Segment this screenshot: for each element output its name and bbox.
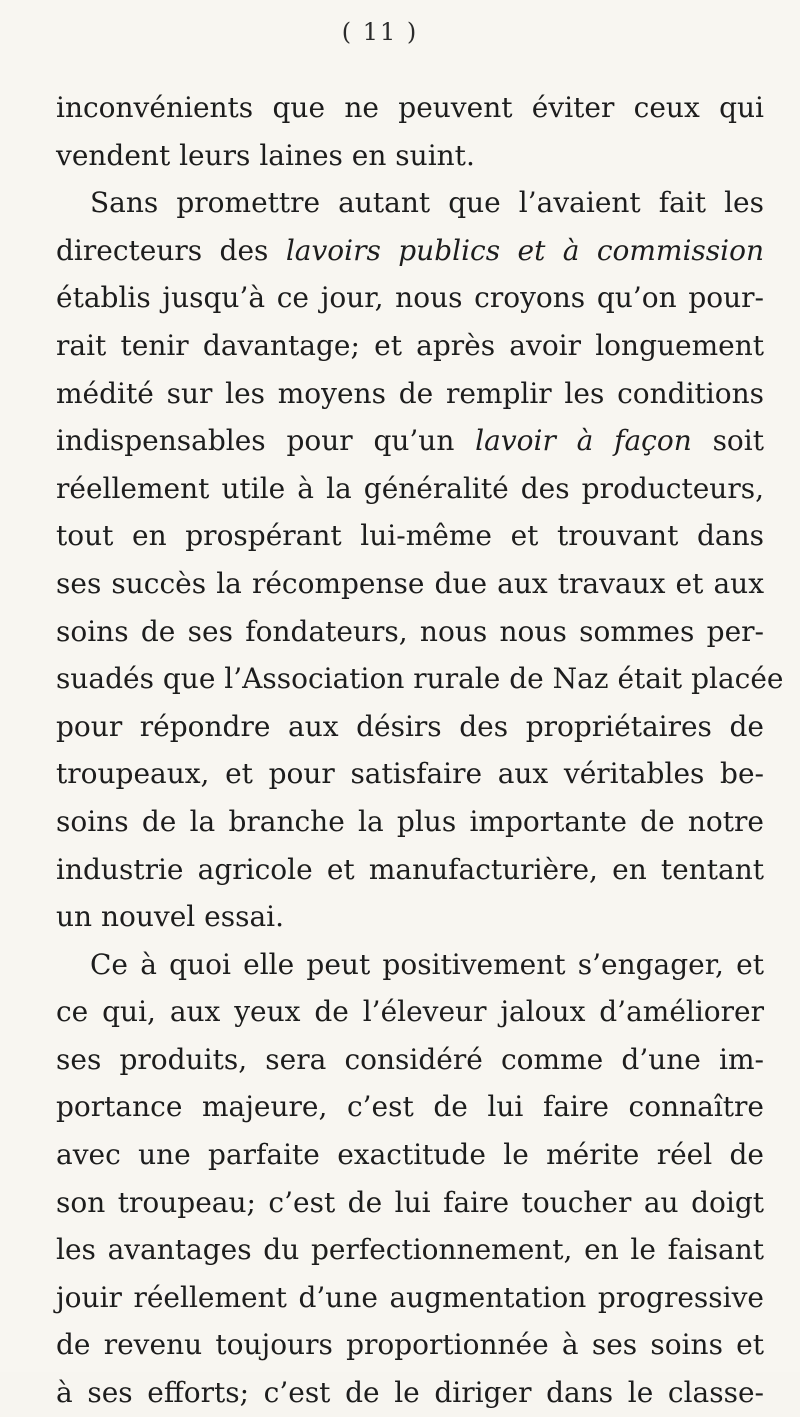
text-line: un nouvel essai. — [56, 900, 284, 934]
text-line: avec une parfaite exactitude le mérite réel de — [56, 1138, 764, 1172]
text-line: à ses efforts; c’est de le diriger dans le classe- — [56, 1376, 764, 1410]
text-line: suadés que l’Association rurale de Naz était placée — [56, 662, 784, 696]
text-line: de revenu toujours proportionnée à ses soins et — [56, 1328, 764, 1362]
text-line: ce qui, aux yeux de l’éleveur jaloux d’améliorer — [56, 995, 764, 1029]
text-line: industrie agricole et manufacturière, en tentant — [56, 852, 764, 886]
text-line: ses produits, sera considéré comme d’une im- — [56, 1042, 764, 1076]
text-line: tout en prospérant lui-même et trouvant dans — [56, 519, 764, 553]
body-text — [56, 84, 784, 1417]
text-line: pour répondre aux désirs des propriétaires de — [56, 709, 764, 743]
text-line: troupeaux, et pour satisfaire aux véritables be- — [56, 757, 764, 791]
text-line — [56, 417, 764, 465]
text-segment: soit — [691, 424, 764, 458]
text-line: jouir réellement d’une augmentation progressive — [56, 1280, 764, 1314]
text-line: les avantages du perfectionnement, en le faisant — [56, 1233, 764, 1267]
text-line: soins de ses fondateurs, nous nous sommes per- — [56, 614, 764, 648]
text-line: rait tenir davantage; et après avoir longuement — [56, 328, 764, 362]
text-line: médité sur les moyens de remplir les conditions — [56, 376, 764, 410]
page-number: ( 11 ) — [341, 18, 419, 46]
text-line: Ce à quoi elle peut positivement s’engager, et — [90, 947, 764, 981]
text-line: son troupeau; c’est de lui faire toucher au doigt — [56, 1185, 764, 1219]
text-line: soins de la branche la plus importante de notre — [56, 804, 764, 838]
text-line — [56, 227, 764, 275]
text-line: Sans promettre autant que l’avaient fait les — [90, 186, 764, 220]
text-line: établis jusqu’à ce jour, nous croyons qu’on pour- — [56, 281, 764, 315]
text-line: vendent leurs laines en suint. — [56, 138, 475, 172]
text-line: ses succès la récompense due aux travaux et aux — [56, 566, 764, 600]
text-line: portance majeure, c’est de lui faire connaître — [56, 1090, 764, 1124]
italic-phrase: lavoir à façon — [475, 424, 692, 458]
italic-phrase: lavoirs publics et à commission — [285, 233, 765, 267]
text-segment: indispensables pour qu’un — [56, 424, 476, 458]
text-line: réellement utile à la généralité des producteurs, — [56, 471, 764, 505]
text-line: inconvénients que ne peuvent éviter ceux qui — [56, 91, 764, 124]
text-segment: directeurs des — [56, 233, 286, 267]
